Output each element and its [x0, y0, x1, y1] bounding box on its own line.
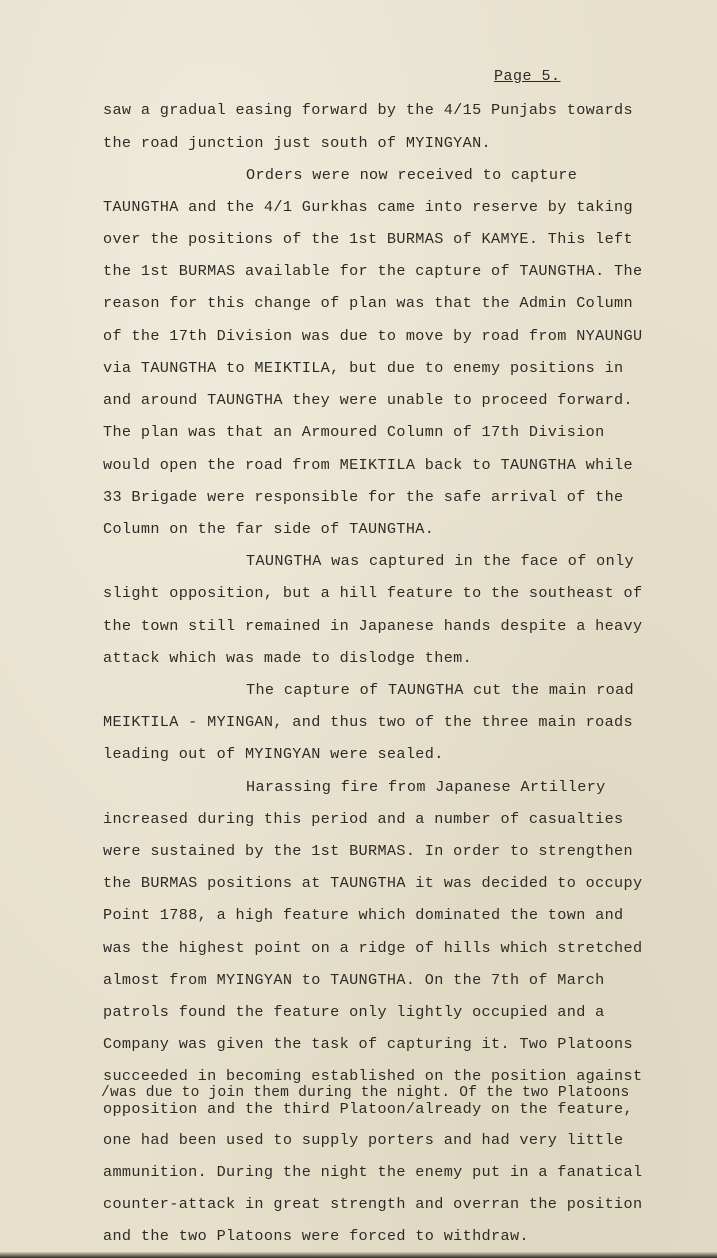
text-line: TAUNGTHA was captured in the face of only	[246, 552, 635, 570]
text-line: Company was given the task of capturing it. Two Platoons	[103, 1035, 633, 1053]
text-line: Orders were now received to capture	[246, 166, 578, 184]
text-line: over the positions of the 1st BURMAS of KAMYE. This left	[103, 230, 633, 248]
text-line: one had been used to supply porters and had very little	[103, 1131, 624, 1149]
text-line: the BURMAS positions at TAUNGTHA it was decided to occupy	[103, 874, 643, 892]
text-line: patrols found the feature only lightly occupied and a	[103, 1003, 605, 1021]
page-number: Page 5.	[494, 68, 561, 85]
text-line: and around TAUNGTHA they were unable to proceed forward.	[103, 391, 633, 409]
text-line: of the 17th Division was due to move by road from NYAUNGU	[103, 327, 643, 345]
text-line: would open the road from MEIKTILA back to TAUNGTHA while	[103, 456, 633, 474]
text-line: almost from MYINGYAN to TAUNGTHA. On the 7th of March	[103, 971, 605, 989]
text-line: Column on the far side of TAUNGTHA.	[103, 520, 435, 538]
text-line: Harassing fire from Japanese Artillery	[246, 778, 606, 796]
text-line: slight opposition, but a hill feature to the southeast of	[103, 584, 643, 602]
text-line: 33 Brigade were responsible for the safe arrival of the	[103, 488, 624, 506]
text-line: leading out of MYINGYAN were sealed.	[103, 745, 444, 763]
text-line: The plan was that an Armoured Column of 17th Division	[103, 423, 605, 441]
text-line: the town still remained in Japanese hands despite a heavy	[103, 617, 643, 635]
text-line: ammunition. During the night the enemy put in a fanatical	[103, 1163, 643, 1181]
text-line-interlinear: /was due to join them during the night. Of the two Platoons	[101, 1085, 630, 1101]
text-line: counter-attack in great strength and overran the position	[103, 1195, 643, 1213]
text-line: succeeded in becoming established on the position against	[103, 1067, 643, 1085]
text-line: and the two Platoons were forced to withdraw.	[103, 1227, 529, 1245]
text-line: were sustained by the 1st BURMAS. In order to strengthen	[103, 842, 633, 860]
text-line: Point 1788, a high feature which dominated the town and	[103, 906, 624, 924]
text-line: the road junction just south of MYINGYAN.	[103, 134, 492, 152]
page-bottom-edge	[0, 1252, 717, 1258]
text-line: MEIKTILA - MYINGAN, and thus two of the three main roads	[103, 713, 633, 731]
text-line: was the highest point on a ridge of hills which stretched	[103, 939, 643, 957]
text-line: The capture of TAUNGTHA cut the main road	[246, 681, 635, 699]
text-line: increased during this period and a number of casualties	[103, 810, 624, 828]
text-line: attack which was made to dislodge them.	[103, 649, 473, 667]
text-line: reason for this change of plan was that the Admin Column	[103, 294, 633, 312]
text-line: via TAUNGTHA to MEIKTILA, but due to enemy positions in	[103, 359, 624, 377]
text-line: the 1st BURMAS available for the capture of TAUNGTHA. The	[103, 262, 643, 280]
text-line: TAUNGTHA and the 4/1 Gurkhas came into reserve by taking	[103, 198, 633, 216]
text-line: saw a gradual easing forward by the 4/15 Punjabs towards	[103, 101, 633, 119]
text-line: opposition and the third Platoon/already on the feature,	[103, 1100, 633, 1118]
